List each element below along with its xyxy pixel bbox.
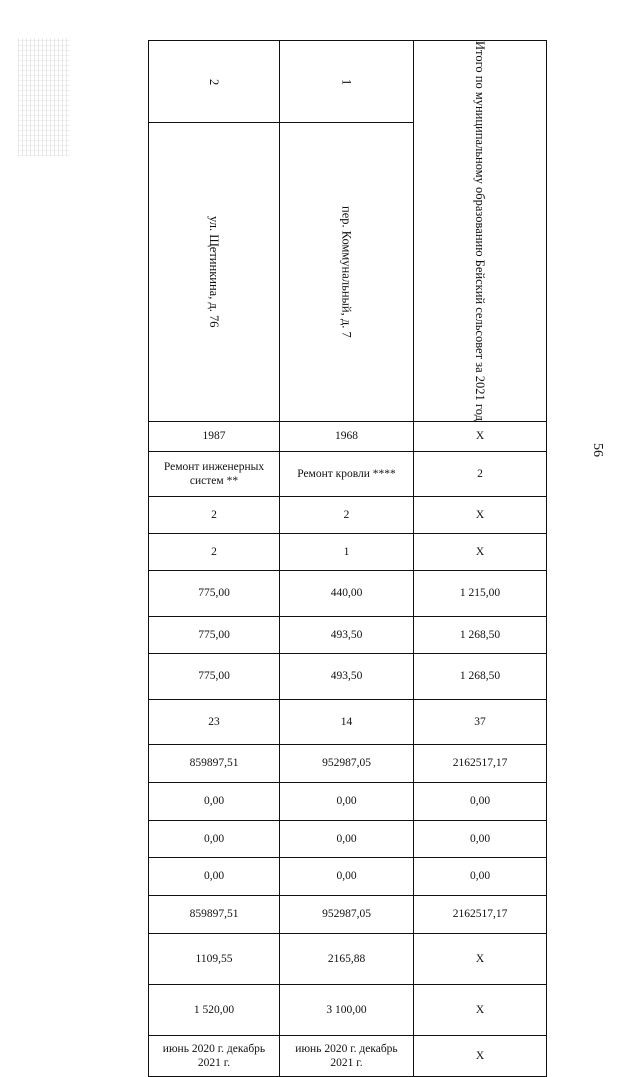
table-row bbox=[149, 984, 547, 1035]
table-row bbox=[149, 570, 547, 616]
table-row bbox=[149, 744, 547, 782]
header-cell: пер. Коммунальный, д. 7 bbox=[280, 123, 414, 422]
table-cell: 775,00 bbox=[149, 570, 280, 616]
table-cell: 2165,88 bbox=[280, 933, 414, 984]
table-cell: X bbox=[414, 533, 547, 570]
table-cell: 2 bbox=[149, 533, 280, 570]
archive-stamp-mark bbox=[18, 38, 70, 156]
table-cell: 0,00 bbox=[414, 782, 547, 820]
table-cell: 1968 bbox=[280, 421, 414, 451]
table-cell: 859897,51 bbox=[149, 895, 280, 933]
header-cell: Итого по муниципальному образованию Бейский сельсовет за 2021 год bbox=[414, 41, 547, 422]
column-number-cell: 2 bbox=[149, 41, 280, 123]
table-row bbox=[149, 782, 547, 820]
table-row bbox=[149, 421, 547, 451]
table-row bbox=[149, 616, 547, 653]
table-cell: 493,50 bbox=[280, 653, 414, 699]
table-cell: 859897,51 bbox=[149, 744, 280, 782]
table-cell: 37 bbox=[414, 699, 547, 744]
table-cell: 1987 bbox=[149, 421, 280, 451]
table-cell: 1 215,00 bbox=[414, 570, 547, 616]
table-cell: 2162517,17 bbox=[414, 895, 547, 933]
table-row bbox=[149, 451, 547, 496]
page-number: 56 bbox=[590, 443, 605, 457]
table-cell: 2 bbox=[414, 451, 547, 496]
table-cell: X bbox=[414, 984, 547, 1035]
table-cell: Ремонт инженерных систем ** bbox=[149, 451, 280, 496]
table-row bbox=[149, 1035, 547, 1076]
table-cell: 952987,05 bbox=[280, 895, 414, 933]
table-cell: X bbox=[414, 933, 547, 984]
table-row bbox=[149, 820, 547, 857]
table-cell: 1109,55 bbox=[149, 933, 280, 984]
table-cell: X bbox=[414, 1035, 547, 1076]
table-cell: 2 bbox=[149, 496, 280, 533]
table-cell: 440,00 bbox=[280, 570, 414, 616]
table-cell: 493,50 bbox=[280, 616, 414, 653]
data-table bbox=[148, 40, 547, 1077]
table-cell: 14 bbox=[280, 699, 414, 744]
table-cell: 0,00 bbox=[414, 857, 547, 895]
table-cell: 952987,05 bbox=[280, 744, 414, 782]
table-cell: 0,00 bbox=[149, 820, 280, 857]
table-cell: X bbox=[414, 496, 547, 533]
table-cell: 3 100,00 bbox=[280, 984, 414, 1035]
table-cell: 775,00 bbox=[149, 653, 280, 699]
table-row bbox=[149, 653, 547, 699]
table-cell: 1 268,50 bbox=[414, 653, 547, 699]
table-cell: 23 bbox=[149, 699, 280, 744]
table-row bbox=[149, 895, 547, 933]
table-row bbox=[149, 699, 547, 744]
table-cell: 1 bbox=[280, 533, 414, 570]
table-cell: 2 bbox=[280, 496, 414, 533]
table-row bbox=[149, 857, 547, 895]
table-cell: Ремонт кровли **** bbox=[280, 451, 414, 496]
table-cell: июнь 2020 г. декабрь 2021 г. bbox=[280, 1035, 414, 1076]
table-cell: 0,00 bbox=[149, 782, 280, 820]
table-cell: 0,00 bbox=[414, 820, 547, 857]
table-cell: 2162517,17 bbox=[414, 744, 547, 782]
table-cell: X bbox=[414, 421, 547, 451]
table-row bbox=[149, 533, 547, 570]
column-number-row bbox=[149, 41, 547, 123]
table-cell: 0,00 bbox=[280, 820, 414, 857]
table-cell: 0,00 bbox=[280, 857, 414, 895]
table-cell: июнь 2020 г. декабрь 2021 г. bbox=[149, 1035, 280, 1076]
table-row bbox=[149, 496, 547, 533]
table-cell: 1 268,50 bbox=[414, 616, 547, 653]
table-cell: 0,00 bbox=[280, 782, 414, 820]
column-number-cell: 1 bbox=[280, 41, 414, 123]
table-cell: 0,00 bbox=[149, 857, 280, 895]
table-cell: 775,00 bbox=[149, 616, 280, 653]
header-cell: ул. Щетинкина, д. 76 bbox=[149, 123, 280, 422]
table-cell: 1 520,00 bbox=[149, 984, 280, 1035]
table-row bbox=[149, 933, 547, 984]
